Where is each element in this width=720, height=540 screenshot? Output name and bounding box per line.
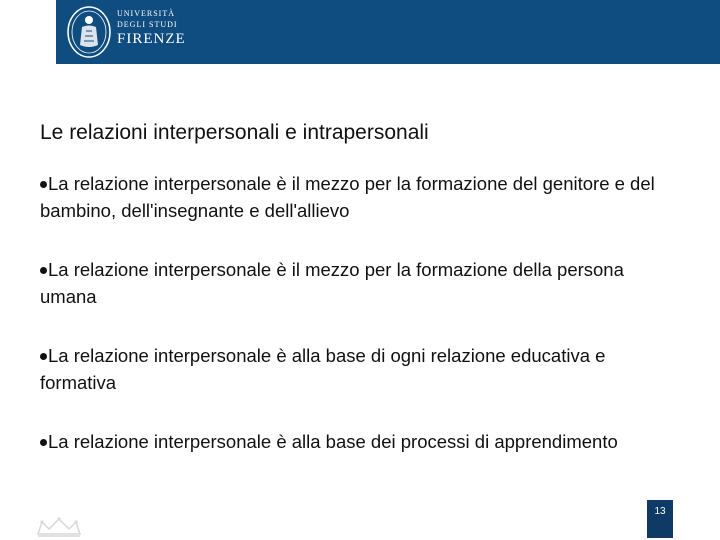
university-wordmark bbox=[117, 10, 186, 47]
bullet-text: La relazione interpersonale è il mezzo per la formazione della persona umana bbox=[40, 259, 624, 307]
crown-watermark-icon bbox=[34, 516, 84, 538]
bullet-dot-icon bbox=[40, 181, 47, 188]
bullet-item bbox=[40, 170, 680, 256]
bullet-text: La relazione interpersonale è alla base di ogni relazione educativa e formativa bbox=[40, 345, 606, 393]
bullet-item bbox=[40, 256, 680, 342]
bullet-text: La relazione interpersonale è il mezzo per la formazione del genitore e del bambino, dell'insegnante e dell'allievo bbox=[40, 173, 655, 221]
university-seal-icon bbox=[66, 5, 112, 59]
wordmark-line-1: UNIVERSITÀ bbox=[117, 9, 175, 18]
slide-title: Le relazioni interpersonali e intrapersonali bbox=[40, 121, 429, 144]
bullet-item bbox=[40, 342, 680, 428]
bullet-list bbox=[40, 170, 680, 514]
bullet-dot-icon bbox=[40, 267, 47, 274]
bullet-text: La relazione interpersonale è alla base dei processi di apprendimento bbox=[48, 431, 618, 452]
bullet-dot-icon bbox=[40, 353, 47, 360]
page-number: 13 bbox=[647, 500, 673, 538]
bullet-dot-icon bbox=[40, 439, 47, 446]
bullet-item bbox=[40, 428, 680, 514]
wordmark-line-3: FIRENZE bbox=[117, 31, 186, 47]
wordmark-line-2: DEGLI STUDI bbox=[117, 20, 178, 29]
